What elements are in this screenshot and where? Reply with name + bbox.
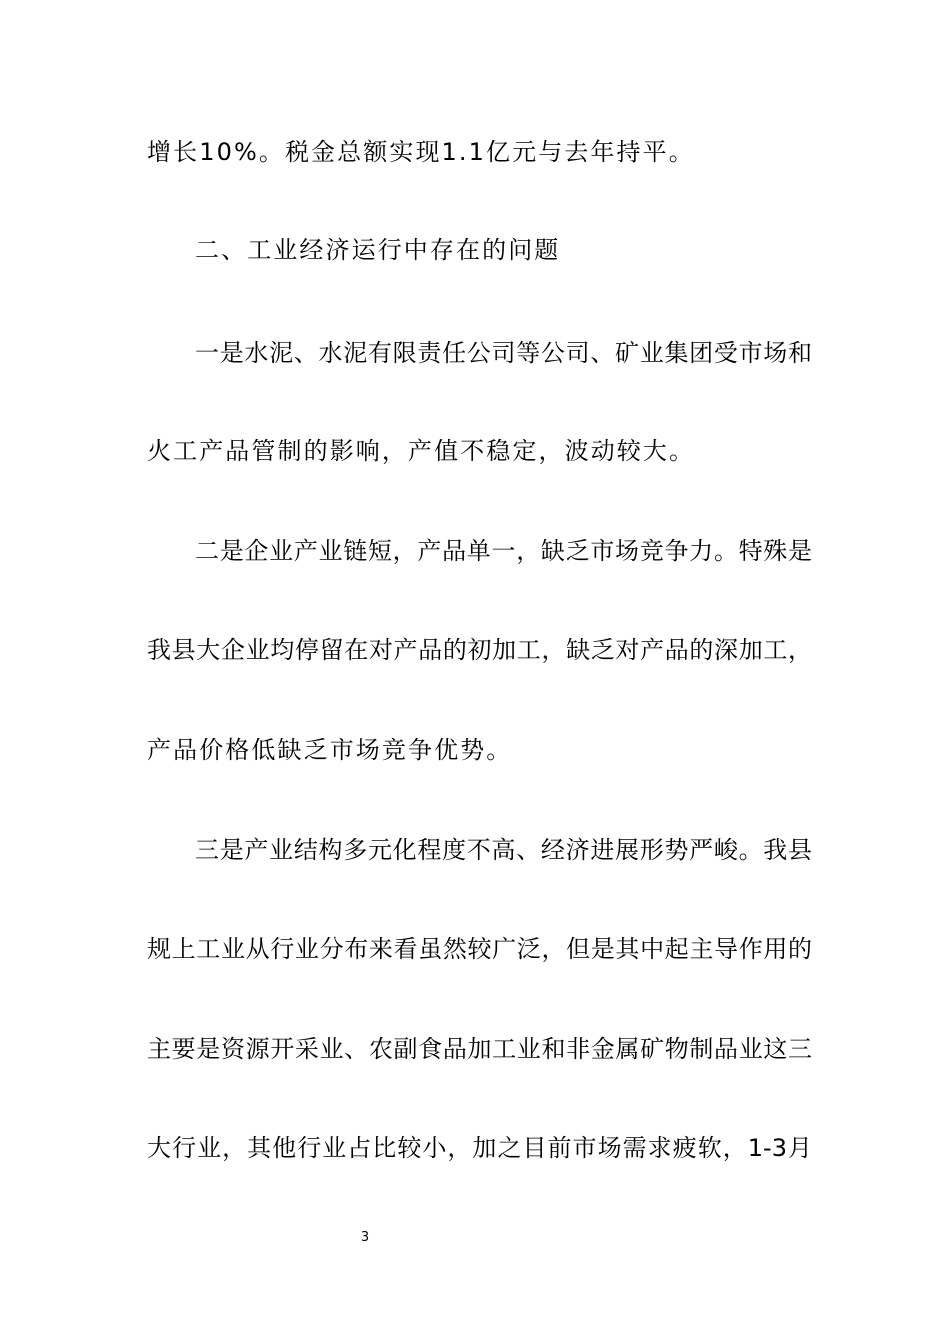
- text-line-1: 增长10%。税金总额实现1.1亿元与去年持平。: [147, 138, 695, 166]
- text-line-7: 产品价格低缺乏市场竞争优势。: [147, 736, 513, 764]
- text-line-11: 大行业，其他行业占比较小，加之目前市场需求疲软，1-3月: [147, 1134, 812, 1162]
- text-line-10: 主要是资源开采业、农副食品加工业和非金属矿物制品业这三: [147, 1035, 812, 1063]
- page-number: 3: [360, 1230, 370, 1245]
- text-line-4: 火工产品管制的影响，产值不稳定，波动较大。: [147, 437, 696, 465]
- text-line-3: 一是水泥、水泥有限责任公司等公司、矿业集团受市场和: [195, 339, 812, 367]
- text-line-5: 二是企业产业链短，产品单一，缺乏市场竞争力。特殊是: [195, 537, 812, 565]
- section-heading: 二、工业经济运行中存在的问题: [195, 236, 561, 264]
- text-line-8: 三是产业结构多元化程度不高、经济进展形势严峻。我县: [195, 836, 812, 864]
- text-line-9: 规上工业从行业分布来看虽然较广泛，但是其中起主导作用的: [147, 935, 812, 963]
- text-line-6: 我县大企业均停留在对产品的初加工，缺乏对产品的深加工，: [147, 636, 812, 664]
